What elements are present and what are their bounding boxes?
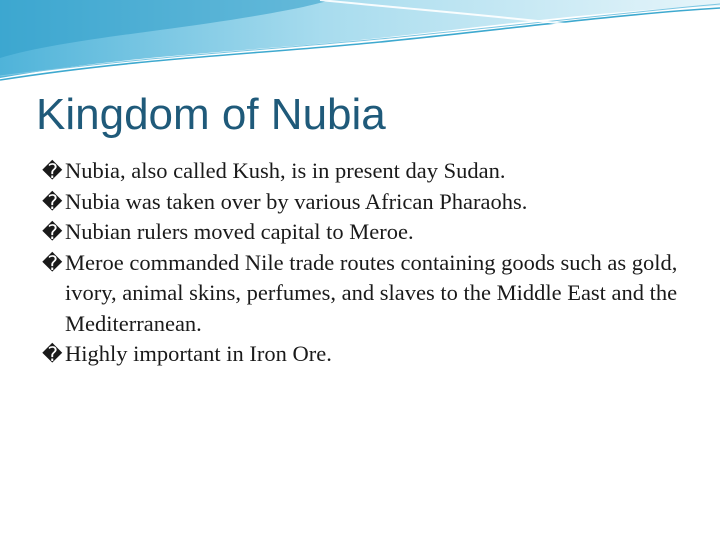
header-wave-decoration bbox=[0, 0, 720, 90]
bullet-glyph-icon: � bbox=[42, 220, 63, 244]
bullet-text: Nubian rulers moved capital to Meroe. bbox=[65, 219, 414, 244]
bullet-item bbox=[42, 248, 692, 340]
bullet-text: Highly important in Iron Ore. bbox=[65, 341, 332, 366]
bullet-item bbox=[42, 339, 692, 370]
bullet-text: Meroe commanded Nile trade routes containing goods such as gold, ivory, animal skins, perfumes, and slaves to the Middle East and the Mediterranean. bbox=[65, 249, 678, 336]
bullet-glyph-icon: � bbox=[42, 250, 63, 275]
bullet-text: Nubia was taken over by various African Pharaohs. bbox=[65, 188, 528, 214]
bullet-item bbox=[42, 217, 692, 248]
bullet-item bbox=[42, 156, 692, 187]
bullet-item bbox=[42, 187, 692, 218]
bullet-text: Nubia, also called Kush, is in present day Sudan. bbox=[65, 158, 506, 183]
slide-title: Kingdom of Nubia bbox=[36, 90, 386, 139]
bullet-glyph-icon: � bbox=[42, 189, 63, 214]
bullet-glyph-icon: � bbox=[42, 159, 63, 183]
bullet-glyph-icon: � bbox=[42, 342, 63, 366]
bullet-list bbox=[42, 156, 692, 370]
